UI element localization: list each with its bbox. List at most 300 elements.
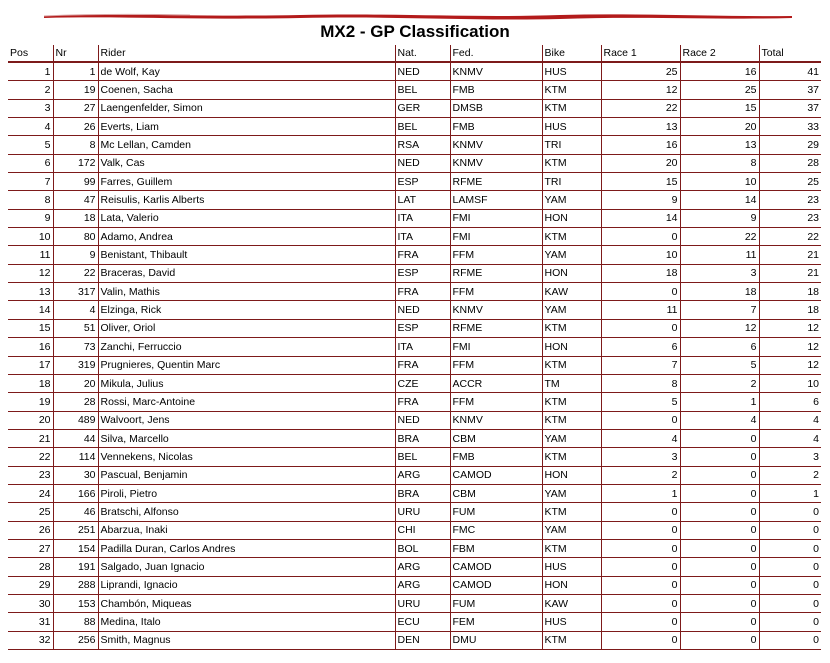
fed-cell: FMI [450, 228, 542, 246]
fed-cell: KNMV [450, 301, 542, 319]
fed-cell: CBM [450, 429, 542, 447]
bike-cell: HON [542, 338, 601, 356]
fed-cell: CBM [450, 484, 542, 502]
nr-cell: 73 [53, 338, 98, 356]
table-row [8, 99, 821, 117]
bike-cell: KTM [542, 319, 601, 337]
fed-cell: FUM [450, 594, 542, 612]
race2-cell: 0 [680, 594, 759, 612]
race2-cell: 0 [680, 576, 759, 594]
header-brush-stroke [0, 11, 830, 21]
race2-cell: 16 [680, 62, 759, 81]
column-header-fed: Fed. [450, 45, 542, 62]
race2-cell: 0 [680, 484, 759, 502]
bike-cell: HON [542, 576, 601, 594]
column-header-nr: Nr [53, 45, 98, 62]
race1-cell: 22 [601, 99, 680, 117]
rider-cell: Farres, Guillem [98, 173, 395, 191]
bike-cell: KTM [542, 503, 601, 521]
rider-cell: Abarzua, Inaki [98, 521, 395, 539]
bike-cell: TRI [542, 173, 601, 191]
total-cell: 0 [759, 503, 821, 521]
race2-cell: 11 [680, 246, 759, 264]
nr-cell: 166 [53, 484, 98, 502]
nat-cell: BRA [395, 429, 450, 447]
table-row [8, 283, 821, 301]
rider-cell: Bratschi, Alfonso [98, 503, 395, 521]
nr-cell: 4 [53, 301, 98, 319]
total-cell: 0 [759, 613, 821, 631]
nr-cell: 80 [53, 228, 98, 246]
race1-cell: 15 [601, 173, 680, 191]
table-row [8, 594, 821, 612]
fed-cell: KNMV [450, 62, 542, 81]
pos-cell: 19 [8, 393, 53, 411]
nat-cell: ARG [395, 466, 450, 484]
column-header-race-2: Race 2 [680, 45, 759, 62]
fed-cell: FMI [450, 209, 542, 227]
pos-cell: 27 [8, 539, 53, 557]
total-cell: 12 [759, 319, 821, 337]
nr-cell: 489 [53, 411, 98, 429]
table-row [8, 448, 821, 466]
bike-cell: YAM [542, 521, 601, 539]
nr-cell: 1 [53, 62, 98, 81]
pos-cell: 1 [8, 62, 53, 81]
total-cell: 29 [759, 136, 821, 154]
total-cell: 0 [759, 521, 821, 539]
nat-cell: ESP [395, 173, 450, 191]
nat-cell: BEL [395, 81, 450, 99]
rider-cell: Prugnieres, Quentin Marc [98, 356, 395, 374]
fed-cell: FMB [450, 81, 542, 99]
pos-cell: 31 [8, 613, 53, 631]
fed-cell: KNMV [450, 136, 542, 154]
race1-cell: 0 [601, 558, 680, 576]
nr-cell: 28 [53, 393, 98, 411]
race1-cell: 25 [601, 62, 680, 81]
total-cell: 4 [759, 411, 821, 429]
race2-cell: 4 [680, 411, 759, 429]
total-cell: 0 [759, 631, 821, 649]
race2-cell: 0 [680, 448, 759, 466]
fed-cell: FBM [450, 539, 542, 557]
nr-cell: 153 [53, 594, 98, 612]
table-row [8, 301, 821, 319]
rider-cell: Elzinga, Rick [98, 301, 395, 319]
rider-cell: Zanchi, Ferruccio [98, 338, 395, 356]
table-row [8, 246, 821, 264]
pos-cell: 13 [8, 283, 53, 301]
table-row [8, 393, 821, 411]
nat-cell: ARG [395, 558, 450, 576]
nat-cell: URU [395, 503, 450, 521]
fed-cell: FEM [450, 613, 542, 631]
rider-cell: Medina, Italo [98, 613, 395, 631]
race2-cell: 0 [680, 631, 759, 649]
nr-cell: 9 [53, 246, 98, 264]
fed-cell: FFM [450, 393, 542, 411]
nat-cell: ITA [395, 228, 450, 246]
rider-cell: Adamo, Andrea [98, 228, 395, 246]
pos-cell: 10 [8, 228, 53, 246]
column-header-pos: Pos [8, 45, 53, 62]
fed-cell: FMI [450, 338, 542, 356]
total-cell: 1 [759, 484, 821, 502]
column-header-rider: Rider [98, 45, 395, 62]
race1-cell: 7 [601, 356, 680, 374]
race2-cell: 13 [680, 136, 759, 154]
race2-cell: 7 [680, 301, 759, 319]
race2-cell: 20 [680, 118, 759, 136]
race1-cell: 12 [601, 81, 680, 99]
total-cell: 0 [759, 558, 821, 576]
bike-cell: HON [542, 466, 601, 484]
total-cell: 2 [759, 466, 821, 484]
pos-cell: 6 [8, 154, 53, 172]
race2-cell: 10 [680, 173, 759, 191]
total-cell: 0 [759, 576, 821, 594]
pos-cell: 11 [8, 246, 53, 264]
column-header-nat: Nat. [395, 45, 450, 62]
table-body [8, 62, 821, 650]
nat-cell: CHI [395, 521, 450, 539]
race2-cell: 14 [680, 191, 759, 209]
bike-cell: YAM [542, 429, 601, 447]
bike-cell: KAW [542, 594, 601, 612]
rider-cell: Benistant, Thibault [98, 246, 395, 264]
fed-cell: LAMSF [450, 191, 542, 209]
bike-cell: YAM [542, 484, 601, 502]
nr-cell: 30 [53, 466, 98, 484]
total-cell: 23 [759, 209, 821, 227]
total-cell: 10 [759, 374, 821, 392]
rider-cell: Oliver, Oriol [98, 319, 395, 337]
pos-cell: 15 [8, 319, 53, 337]
pos-cell: 23 [8, 466, 53, 484]
race2-cell: 6 [680, 338, 759, 356]
race1-cell: 6 [601, 338, 680, 356]
nr-cell: 191 [53, 558, 98, 576]
nr-cell: 26 [53, 118, 98, 136]
bike-cell: KTM [542, 154, 601, 172]
race1-cell: 11 [601, 301, 680, 319]
fed-cell: DMSB [450, 99, 542, 117]
race2-cell: 0 [680, 558, 759, 576]
total-cell: 12 [759, 356, 821, 374]
table-row [8, 539, 821, 557]
fed-cell: RFME [450, 319, 542, 337]
total-cell: 0 [759, 539, 821, 557]
race1-cell: 14 [601, 209, 680, 227]
rider-cell: Chambón, Miqueas [98, 594, 395, 612]
nat-cell: BEL [395, 118, 450, 136]
pos-cell: 5 [8, 136, 53, 154]
fed-cell: RFME [450, 264, 542, 282]
bike-cell: KTM [542, 356, 601, 374]
table-row [8, 466, 821, 484]
table-row [8, 228, 821, 246]
nat-cell: ITA [395, 209, 450, 227]
bike-cell: HON [542, 264, 601, 282]
rider-cell: Pascual, Benjamin [98, 466, 395, 484]
race1-cell: 0 [601, 228, 680, 246]
total-cell: 18 [759, 301, 821, 319]
nr-cell: 19 [53, 81, 98, 99]
fed-cell: KNMV [450, 411, 542, 429]
nat-cell: NED [395, 62, 450, 81]
table-row [8, 81, 821, 99]
nr-cell: 44 [53, 429, 98, 447]
fed-cell: FFM [450, 246, 542, 264]
nr-cell: 18 [53, 209, 98, 227]
nat-cell: ESP [395, 319, 450, 337]
bike-cell: YAM [542, 191, 601, 209]
fed-cell: FMC [450, 521, 542, 539]
total-cell: 23 [759, 191, 821, 209]
page-title: MX2 - GP Classification [320, 22, 510, 41]
rider-cell: Silva, Marcello [98, 429, 395, 447]
race2-cell: 1 [680, 393, 759, 411]
pos-cell: 16 [8, 338, 53, 356]
rider-cell: Mikula, Julius [98, 374, 395, 392]
nr-cell: 22 [53, 264, 98, 282]
pos-cell: 9 [8, 209, 53, 227]
nat-cell: FRA [395, 356, 450, 374]
nr-cell: 288 [53, 576, 98, 594]
rider-cell: Valin, Mathis [98, 283, 395, 301]
race2-cell: 5 [680, 356, 759, 374]
total-cell: 25 [759, 173, 821, 191]
race2-cell: 9 [680, 209, 759, 227]
nr-cell: 114 [53, 448, 98, 466]
rider-cell: Mc Lellan, Camden [98, 136, 395, 154]
bike-cell: KTM [542, 393, 601, 411]
table-row [8, 356, 821, 374]
nr-cell: 319 [53, 356, 98, 374]
nat-cell: NED [395, 411, 450, 429]
race2-cell: 2 [680, 374, 759, 392]
nr-cell: 88 [53, 613, 98, 631]
table-row [8, 576, 821, 594]
race1-cell: 9 [601, 191, 680, 209]
total-cell: 6 [759, 393, 821, 411]
rider-cell: Smith, Magnus [98, 631, 395, 649]
pos-cell: 32 [8, 631, 53, 649]
table-row [8, 429, 821, 447]
fed-cell: FMB [450, 448, 542, 466]
table-row [8, 374, 821, 392]
rider-cell: Walvoort, Jens [98, 411, 395, 429]
nat-cell: FRA [395, 393, 450, 411]
table-row [8, 338, 821, 356]
nr-cell: 27 [53, 99, 98, 117]
pos-cell: 17 [8, 356, 53, 374]
table-row [8, 154, 821, 172]
fed-cell: CAMOD [450, 466, 542, 484]
table-row [8, 484, 821, 502]
nr-cell: 172 [53, 154, 98, 172]
table-row [8, 264, 821, 282]
table-row [8, 136, 821, 154]
race1-cell: 4 [601, 429, 680, 447]
nat-cell: ESP [395, 264, 450, 282]
nat-cell: FRA [395, 246, 450, 264]
race1-cell: 1 [601, 484, 680, 502]
race1-cell: 10 [601, 246, 680, 264]
nr-cell: 20 [53, 374, 98, 392]
fed-cell: FMB [450, 118, 542, 136]
rider-cell: Liprandi, Ignacio [98, 576, 395, 594]
rider-cell: Braceras, David [98, 264, 395, 282]
pos-cell: 20 [8, 411, 53, 429]
nr-cell: 251 [53, 521, 98, 539]
race1-cell: 3 [601, 448, 680, 466]
nat-cell: BEL [395, 448, 450, 466]
table-row [8, 558, 821, 576]
fed-cell: FUM [450, 503, 542, 521]
bike-cell: KTM [542, 631, 601, 649]
race2-cell: 15 [680, 99, 759, 117]
bike-cell: YAM [542, 301, 601, 319]
pos-cell: 4 [8, 118, 53, 136]
rider-cell: Lata, Valerio [98, 209, 395, 227]
nat-cell: ITA [395, 338, 450, 356]
pos-cell: 29 [8, 576, 53, 594]
bike-cell: KTM [542, 228, 601, 246]
total-cell: 12 [759, 338, 821, 356]
total-cell: 37 [759, 99, 821, 117]
race1-cell: 0 [601, 576, 680, 594]
pos-cell: 2 [8, 81, 53, 99]
bike-cell: KTM [542, 411, 601, 429]
race1-cell: 16 [601, 136, 680, 154]
bike-cell: TM [542, 374, 601, 392]
nat-cell: URU [395, 594, 450, 612]
pos-cell: 24 [8, 484, 53, 502]
nat-cell: DEN [395, 631, 450, 649]
column-header-total: Total [759, 45, 821, 62]
table-row [8, 173, 821, 191]
table-row [8, 521, 821, 539]
fed-cell: DMU [450, 631, 542, 649]
fed-cell: RFME [450, 173, 542, 191]
table-row [8, 118, 821, 136]
total-cell: 0 [759, 594, 821, 612]
total-cell: 28 [759, 154, 821, 172]
race1-cell: 8 [601, 374, 680, 392]
bike-cell: KTM [542, 99, 601, 117]
table-row [8, 319, 821, 337]
bike-cell: HON [542, 209, 601, 227]
nat-cell: CZE [395, 374, 450, 392]
pos-cell: 18 [8, 374, 53, 392]
total-cell: 37 [759, 81, 821, 99]
pos-cell: 14 [8, 301, 53, 319]
nr-cell: 154 [53, 539, 98, 557]
column-header-bike: Bike [542, 45, 601, 62]
bike-cell: KTM [542, 81, 601, 99]
bike-cell: HUS [542, 62, 601, 81]
total-cell: 41 [759, 62, 821, 81]
race2-cell: 22 [680, 228, 759, 246]
race1-cell: 0 [601, 319, 680, 337]
rider-cell: Coenen, Sacha [98, 81, 395, 99]
race2-cell: 0 [680, 503, 759, 521]
race1-cell: 0 [601, 283, 680, 301]
bike-cell: HUS [542, 613, 601, 631]
rider-cell: de Wolf, Kay [98, 62, 395, 81]
nr-cell: 8 [53, 136, 98, 154]
race1-cell: 0 [601, 613, 680, 631]
race1-cell: 13 [601, 118, 680, 136]
bike-cell: YAM [542, 246, 601, 264]
nat-cell: GER [395, 99, 450, 117]
fed-cell: CAMOD [450, 558, 542, 576]
nat-cell: BRA [395, 484, 450, 502]
race1-cell: 0 [601, 411, 680, 429]
race1-cell: 0 [601, 521, 680, 539]
race2-cell: 12 [680, 319, 759, 337]
pos-cell: 26 [8, 521, 53, 539]
pos-cell: 3 [8, 99, 53, 117]
total-cell: 21 [759, 246, 821, 264]
rider-cell: Padilla Duran, Carlos Andres [98, 539, 395, 557]
race2-cell: 18 [680, 283, 759, 301]
total-cell: 21 [759, 264, 821, 282]
rider-cell: Valk, Cas [98, 154, 395, 172]
bike-cell: KTM [542, 448, 601, 466]
fed-cell: FFM [450, 356, 542, 374]
nr-cell: 46 [53, 503, 98, 521]
total-cell: 18 [759, 283, 821, 301]
race2-cell: 25 [680, 81, 759, 99]
pos-cell: 25 [8, 503, 53, 521]
rider-cell: Rossi, Marc-Antoine [98, 393, 395, 411]
total-cell: 3 [759, 448, 821, 466]
nat-cell: NED [395, 154, 450, 172]
fed-cell: ACCR [450, 374, 542, 392]
rider-cell: Laengenfelder, Simon [98, 99, 395, 117]
pos-cell: 8 [8, 191, 53, 209]
fed-cell: KNMV [450, 154, 542, 172]
nr-cell: 317 [53, 283, 98, 301]
pos-cell: 12 [8, 264, 53, 282]
race1-cell: 0 [601, 594, 680, 612]
race2-cell: 0 [680, 466, 759, 484]
column-header-race-1: Race 1 [601, 45, 680, 62]
race2-cell: 0 [680, 429, 759, 447]
nr-cell: 51 [53, 319, 98, 337]
pos-cell: 21 [8, 429, 53, 447]
classification-table [8, 45, 821, 650]
nat-cell: ECU [395, 613, 450, 631]
race1-cell: 2 [601, 466, 680, 484]
race1-cell: 0 [601, 539, 680, 557]
nat-cell: LAT [395, 191, 450, 209]
total-cell: 4 [759, 429, 821, 447]
rider-cell: Vennekens, Nicolas [98, 448, 395, 466]
table-row [8, 191, 821, 209]
race2-cell: 8 [680, 154, 759, 172]
rider-cell: Salgado, Juan Ignacio [98, 558, 395, 576]
bike-cell: HUS [542, 118, 601, 136]
nr-cell: 47 [53, 191, 98, 209]
pos-cell: 30 [8, 594, 53, 612]
rider-cell: Reisulis, Karlis Alberts [98, 191, 395, 209]
nat-cell: FRA [395, 283, 450, 301]
nat-cell: RSA [395, 136, 450, 154]
